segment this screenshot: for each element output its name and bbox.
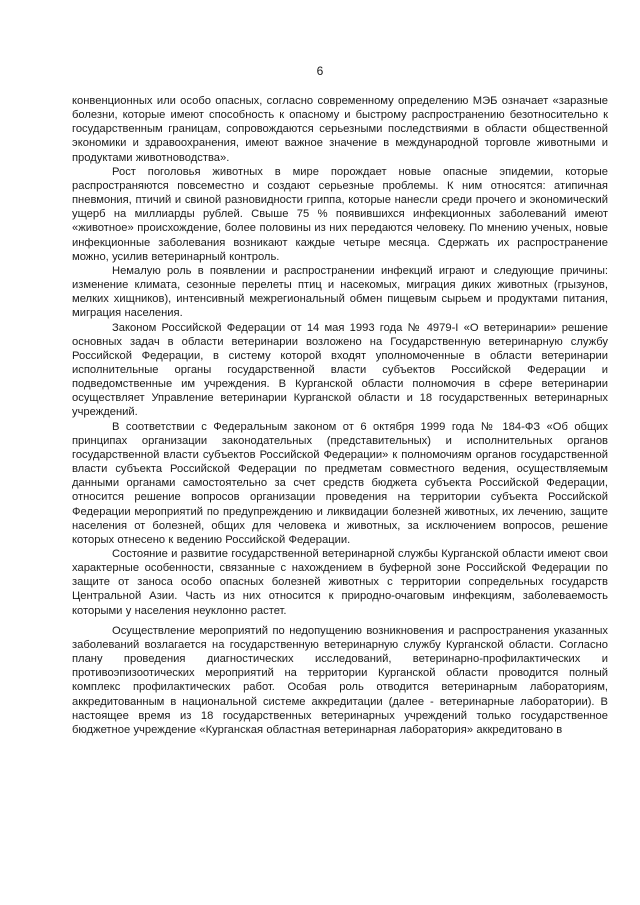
paragraph-veterinary-law: Законом Российской Федерации от 14 мая 1993 года № 4979-I «О ветеринарии» решение основных задач в области ветеринарии возложено на Государственную ветеринарную службу Российской Федерации, в систему которой входят уполномоченные в области ветеринарии исполнительные органы государственной власти субъектов Российской Федерации и подведомственные им учреждения. В Курганской области полномочия в сфере ветеринарии осуществляет Управление ветеринарии Курганской области и 18 государственных ветеринарных учреждений. (72, 321, 608, 419)
paragraph-kurgan-service-state: Состояние и развитие государственной ветеринарной службы Курганской области имеют свои характерные особенности, связанные с нахождением в буферной зоне Российской Федерации по защите от заноса особо опасных болезней животных с территории сопредельных государств Центральной Азии. Часть из них относится к природно-очаговым инфекциям, заболеваемость которыми у населения неуклонно растет. (72, 548, 608, 617)
paragraph-mob-definition: конвенционных или особо опасных, согласно современному определению МЭБ означает «заразные болезни, которые имеют способность к опасному и быстрому распространению безотносительно к государственным границам, сопровождаются серьезными последствиями в области общественной экономики и здравоохранения, имеют важное значение в международной торговле животными и продуктами животноводства». (72, 95, 608, 164)
paragraph-prevention-measures: Осуществление мероприятий по недопущению возникновения и распространения указанных заболеваний возлагается на государственную ветеринарную службу Курганской области. Согласно плану проведения диагностических исследований, ветеринарно-профилактических и противоэпизоотических мероприятий на территории Курганской области проводится полный комплекс профилактических работ. Особая роль отводится ветеринарным лабораториям, аккредитованным в национальной системе аккредитации (далее - ветеринарные лаборатории). В настоящее время из 18 государственных ветеринарных учреждений только государственное бюджетное учреждение «Курганская областная ветеринарная лаборатория» аккредитовано в (72, 624, 608, 736)
paragraph-livestock-growth: Рост поголовья животных в мире порождает новые опасные эпидемии, которые распространяются повсеместно и создают серьезные проблемы. К ним относятся: атипичная пневмония, птичий и свиной разновидности гриппа, которые нанесли среди прочего и экономический ущерб на миллиарды рублей. Свыше 75 % появившихся инфекционных заболеваний имеют «животное» происхождение, более половины из них передаются человеку. По мнению ученых, новые инфекционные заболевания возникают каждые четыре месяца. Сдержать их распространение можно, усилив ветеринарный контроль. (72, 165, 608, 263)
paragraph-federal-law-184: В соответствии с Федеральным законом от 6 октября 1999 года № 184-ФЗ «Об общих принципах организации законодательных (представительных) и исполнительных органов государственной власти субъектов Российской Федерации» к полномочиям органов государственной власти субъекта Российской Федерации по предметам совместного ведения, осуществляемым данными органами самостоятельно за счет средств бюджета субъекта Российской Федерации, относится решение вопросов организации проведения на территории субъекта Российской Федерации мероприятий по предупреждению и ликвидации болезней животных, их лечению, защите населения от болезней, общих для человека и животных, за исключением вопросов, решение которых отнесено к ведению Российской Федерации. (72, 420, 608, 546)
paragraph-infection-causes: Немалую роль в появлении и распространении инфекций играют и следующие причины: изменение климата, сезонные перелеты птиц и насекомых, миграция диких животных (грызунов, мелких хищников), интенсивный межрегиональный обмен пищевым сырьем и продуктами питания, миграция населения. (72, 264, 608, 320)
page-number: 6 (316, 64, 324, 78)
document-body (72, 94, 608, 737)
